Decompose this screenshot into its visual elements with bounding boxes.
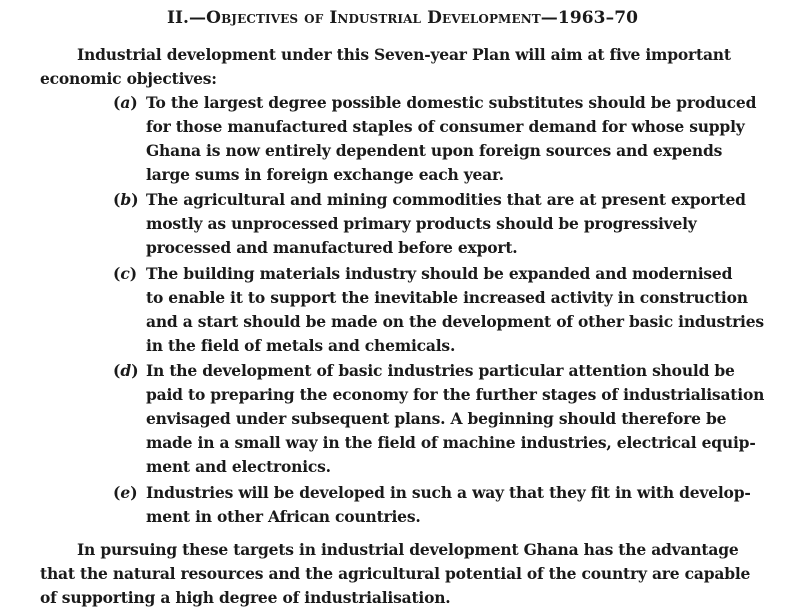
item-line: mostly as unprocessed primary products should be progressively: [146, 214, 697, 233]
closing-line: of supporting a high degree of industrialisation.: [40, 588, 451, 607]
item-line: Ghana is now entirely dependent upon foreign sources and expends: [146, 141, 723, 160]
item-line: Industries will be developed in such a way that they fit in with develop-: [146, 483, 751, 502]
objective-item-c: [113, 262, 764, 358]
item-line: paid to preparing the economy for the further stages of industrialisation: [146, 385, 765, 404]
objective-item-d: [113, 359, 765, 479]
item-line: processed and manufactured before export.: [146, 238, 518, 257]
item-line: The agricultural and mining commodities that are at present exported: [146, 190, 746, 209]
item-line: In the development of basic industries particular attention should be: [146, 361, 735, 380]
item-line: to enable it to support the inevitable increased activity in construction: [146, 288, 748, 307]
item-marker: ( c ): [113, 262, 137, 286]
item-line: in the field of metals and chemicals.: [146, 336, 456, 355]
item-line: envisaged under subsequent plans. A beginning should therefore be: [146, 409, 727, 428]
intro-line: Industrial development under this Seven-year Plan will aim at five important: [77, 45, 731, 64]
item-marker: ( e ): [113, 481, 138, 505]
item-marker: ( d ): [113, 359, 139, 383]
item-line: made in a small way in the field of machine industries, electrical equip-: [146, 433, 756, 452]
objective-item-a: [113, 91, 757, 187]
objective-item-b: [113, 188, 746, 260]
section-heading: II.—Objectives of Industrial Development—1963–70: [166, 8, 639, 28]
item-marker: ( b ): [113, 188, 139, 212]
item-marker: ( a ): [113, 91, 138, 115]
item-line: The building materials industry should be expanded and modernised: [146, 264, 733, 283]
closing-line: that the natural resources and the agricultural potential of the country are capable: [40, 564, 751, 583]
item-line: and a start should be made on the development of other basic industries: [146, 312, 764, 331]
objective-item-e: [113, 481, 751, 529]
item-line: ment and electronics.: [146, 457, 331, 476]
item-line: large sums in foreign exchange each year.: [146, 165, 504, 184]
item-line: ment in other African countries.: [146, 507, 421, 526]
item-line: for those manufactured staples of consumer demand for whose supply: [146, 117, 745, 136]
closing-line: In pursuing these targets in industrial development Ghana has the advantage: [77, 540, 739, 559]
item-line: To the largest degree possible domestic substitutes should be produced: [146, 93, 757, 112]
intro-line: economic objectives:: [40, 69, 217, 88]
